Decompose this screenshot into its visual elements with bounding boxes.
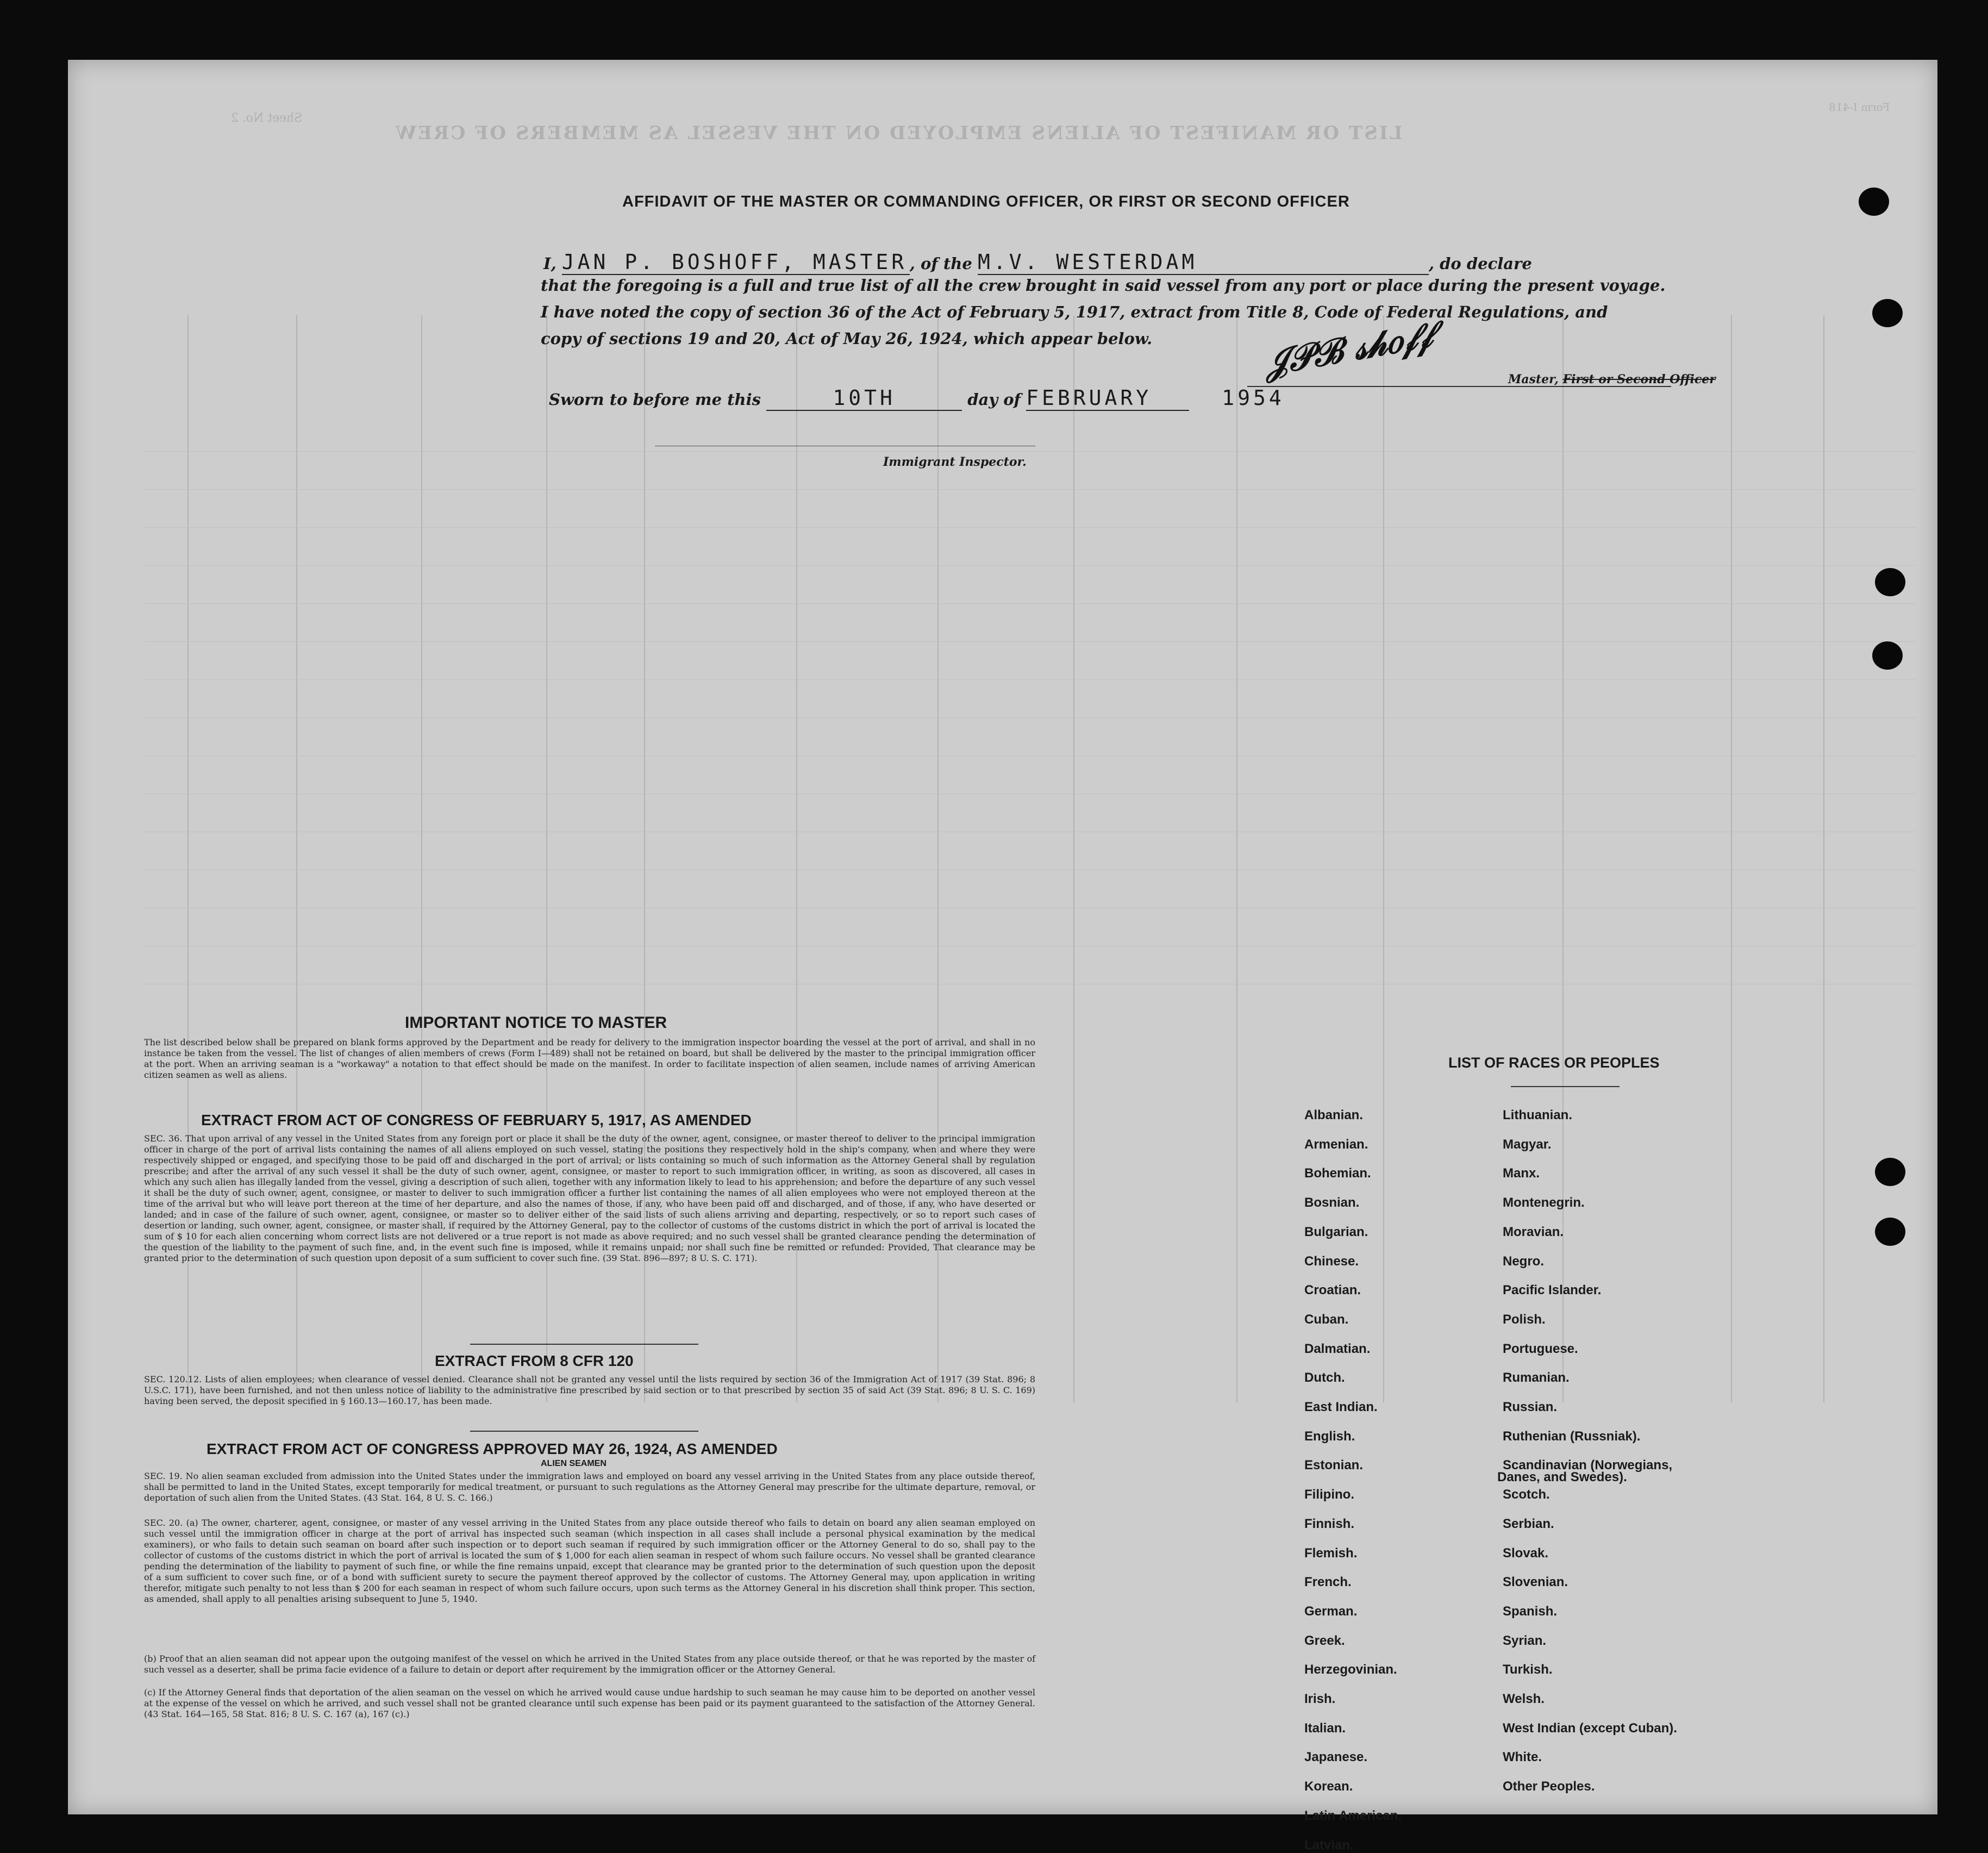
race-item: Bulgarian. xyxy=(1304,1225,1368,1239)
race-item: Dutch. xyxy=(1304,1370,1345,1385)
race-item: White. xyxy=(1503,1750,1542,1764)
race-item: Magyar. xyxy=(1503,1137,1552,1152)
punch-hole xyxy=(1875,1158,1905,1186)
race-item: Pacific Islander. xyxy=(1503,1283,1602,1297)
race-item: Portuguese. xyxy=(1503,1342,1578,1356)
race-item: Serbian. xyxy=(1503,1517,1554,1531)
race-item: Slovak. xyxy=(1503,1546,1549,1561)
race-item: Armenian. xyxy=(1304,1137,1368,1152)
affidavit-mid: , of the xyxy=(909,254,972,273)
race-item: Ruthenian (Russniak). xyxy=(1503,1429,1641,1444)
bleed-row-line xyxy=(144,489,1916,490)
extract1-heading: EXTRACT FROM ACT OF CONGRESS OF FEBRUARY 5, 1917, AS AMENDED xyxy=(201,1112,752,1128)
race-item: Irish. xyxy=(1304,1692,1336,1706)
extract3-heading: EXTRACT FROM ACT OF CONGRESS APPROVED MAY 26, 1924, AS AMENDED xyxy=(207,1440,778,1457)
race-item: French. xyxy=(1304,1575,1352,1589)
extract3-sec20a: SEC. 20. (a) The owner, charterer, agent, consignee, or master of any vessel arriving in the United States from any place outside thereof who fails to detain on board any alien seaman employed on such vessel until the immigration officer in charge at the port of arrival has inspected such seaman (which inspection in all cases shall include a personal physical examination by the medical examiners), or who fails to detain such seaman on board after such inspection or to deport such seaman if required by such immigration officer or the Attorney General to do so, shall pay to the collector of customs of the customs district in which the port of arrival is located the sum of $ 1,000 for each alien seaman in respect of whom such failure occurs. No vessel shall be granted clearance pending the determination of the liability to payment of such fine, or while the fine remains unpaid, except that clearance may be granted prior to the determination of such question upon the deposit of a sum sufficient to cover such fine, or of a bond with sufficient surety to secure the payment thereof approved by the collector of customs. The Attorney General may, upon application in writing therefor, mitigate such penalty to not less than $ 200 for each seaman in respect of whom such failure occurs, upon such terms as the Attorney General in his discretion shall think proper. This section, as amended, shall apply to all penalties arising subsequent to June 5, 1940. xyxy=(144,1518,1035,1604)
race-item: East Indian. xyxy=(1304,1400,1378,1414)
race-item: English. xyxy=(1304,1429,1355,1444)
signature-title-struck: First or Second Officer xyxy=(1562,372,1716,386)
punch-hole xyxy=(1872,299,1903,327)
bleed-grid-line xyxy=(1073,315,1074,1402)
race-item: Albanian. xyxy=(1304,1108,1364,1122)
race-item: Scotch. xyxy=(1503,1487,1550,1502)
race-item: Other Peoples. xyxy=(1503,1779,1595,1794)
punch-hole xyxy=(1859,188,1889,216)
extract3-sec19: SEC. 19. No alien seaman excluded from admission into the United States under the immigration laws and employed on board any vessel arriving in the United States from any place outside thereof, shall be permitted to land in the United States, except temporarily for medical treatment, or pursuant to such regulations as the Attorney General may prescribe for the ultimate departure, removal, or deportation of such alien from the United States. (43 Stat. 164, 8 U. S. C. 166.) xyxy=(144,1471,1035,1503)
race-item: Turkish. xyxy=(1503,1662,1553,1677)
vessel-name-field: M.V. WESTERDAM xyxy=(978,250,1429,275)
sworn-line xyxy=(549,386,1285,411)
extract3-sec20b: (b) Proof that an alien seaman did not appear upon the outgoing manifest of the vessel on which he arrived in the United States from any place outside thereof, or that he was reported by the master of such vessel as a deserter, shall be prima facie evidence of a failure to detain or deport after requirement by the immigration officer or the Attorney General. xyxy=(144,1654,1035,1675)
sworn-mid: day of xyxy=(967,390,1021,409)
bleed-grid-line xyxy=(1236,315,1237,1402)
sworn-prefix: Sworn to before me this xyxy=(549,390,761,409)
affidavit-suffix: , do declare xyxy=(1428,254,1532,273)
race-item: Bosnian. xyxy=(1304,1195,1360,1210)
race-item: Syrian. xyxy=(1503,1633,1547,1648)
punch-hole xyxy=(1872,641,1903,670)
extract3-subheading: ALIEN SEAMEN xyxy=(541,1459,607,1468)
bleed-through-sheet: Sheet No. 2 xyxy=(231,111,303,125)
punch-hole xyxy=(1875,1218,1905,1246)
affidavit-declaration-line xyxy=(543,250,1532,275)
race-item: Slovenian. xyxy=(1503,1575,1568,1589)
race-item: Manx. xyxy=(1503,1166,1540,1181)
signature-title xyxy=(1508,372,1716,386)
race-item: Italian. xyxy=(1304,1721,1346,1736)
affidavit-title: AFFIDAVIT OF THE MASTER OR COMMANDING OFFICER, OR FIRST OR SECOND OFFICER xyxy=(622,193,1350,210)
race-item: Chinese. xyxy=(1304,1254,1359,1269)
bleed-row-line xyxy=(144,527,1916,528)
race-item: West Indian (except Cuban). xyxy=(1503,1721,1677,1736)
race-item: Bohemian. xyxy=(1304,1166,1371,1181)
bleed-row-line xyxy=(144,641,1916,642)
races-title-underline xyxy=(1511,1086,1620,1087)
punch-hole xyxy=(1875,568,1905,596)
bleed-row-line xyxy=(144,679,1916,680)
race-item: Latvian. xyxy=(1304,1838,1354,1852)
extract2-body: SEC. 120.12. Lists of alien employees; when clearance of vessel denied. Clearance shall not be granted any vessel until the lists required by section 36 of the Immigration Act of 1917 (39 Stat. 896; 8 U.S.C. 171), have been furnished, and not then unless notice of liability to the administrative fine prescribed by said section or to that prescribed by section 35 of said Act (39 Stat. 896; 8 U. S. C. 169) having been served, the deposit specified in § 160.13—160.17, has been made. xyxy=(144,1374,1035,1406)
bleed-grid-line xyxy=(1731,315,1732,1402)
sworn-year-field: 1954 xyxy=(1222,386,1285,410)
race-item: Finnish. xyxy=(1304,1517,1354,1531)
race-item: Latin American. xyxy=(1304,1808,1402,1823)
bleed-row-line xyxy=(144,451,1916,452)
bleed-row-line xyxy=(144,603,1916,604)
race-item: Flemish. xyxy=(1304,1546,1358,1561)
race-item: Rumanian. xyxy=(1503,1370,1570,1385)
master-signature: 𝒥𝒫ℬ 𝓈𝒽𝑜𝒻𝒻 xyxy=(1261,314,1435,384)
master-name-field: JAN P. BOSHOFF, MASTER xyxy=(562,250,910,275)
inspector-label: Immigrant Inspector. xyxy=(883,455,1027,469)
affidavit-line-2: that the foregoing is a full and true list of all the crew brought in said vessel from any port or place during the present voyage. xyxy=(541,276,1666,295)
extract3-sec20c: (c) If the Attorney General finds that deportation of the alien seaman on the vessel on which he arrived would cause undue hardship to such seaman he may cause him to be deported on another vessel at the expense of the vessel on which he arrived, and such vessel shall not be granted clearance until such expense has been paid or its payment guaranteed to the satisfaction of the Attorney General. (43 Stat. 164—165, 58 Stat. 816; 8 U. S. C. 167 (a), 167 (c).) xyxy=(144,1687,1035,1719)
race-item: Herzegovinian. xyxy=(1304,1662,1397,1677)
race-item: Polish. xyxy=(1503,1312,1546,1327)
race-item: Welsh. xyxy=(1503,1692,1545,1706)
race-item: Scandinavian (Norwegians, xyxy=(1503,1458,1673,1473)
race-item: Spanish. xyxy=(1503,1604,1558,1619)
affidavit-prefix: I, xyxy=(543,254,557,273)
notice-body: The list described below shall be prepared on blank forms approved by the Department and be ready for delivery to the immigration inspector boarding the vessel at the port of arrival, and shall in no instance be taken from the vessel. The list of changes of alien members of crews (Form I—489) shall not be retained on board, but shall be delivered by the master to the principal immigration officer at the port. When an arriving seaman is a "workaway" a notation to that effect should be made on the manifest. In order to facilitate inspection of alien seamen, include names of arriving American citizen seamen as well as aliens. xyxy=(144,1037,1035,1080)
bleed-grid-line xyxy=(1383,315,1384,1402)
bleed-grid-line xyxy=(1823,315,1824,1402)
affidavit-line-3: I have noted the copy of section 36 of the Act of February 5, 1917, extract from Title 8, Code of Federal Regulations, and xyxy=(541,303,1608,321)
notice-heading: IMPORTANT NOTICE TO MASTER xyxy=(405,1014,667,1032)
race-item: Danes, and Swedes). xyxy=(1497,1470,1627,1484)
sworn-month-field: FEBRUARY xyxy=(1026,386,1189,411)
race-item: Filipino. xyxy=(1304,1487,1354,1502)
race-item: Croatian. xyxy=(1304,1283,1361,1297)
extract2-heading: EXTRACT FROM 8 CFR 120 xyxy=(435,1352,634,1369)
race-item: Negro. xyxy=(1503,1254,1545,1269)
race-item: Japanese. xyxy=(1304,1750,1368,1764)
document-page xyxy=(68,60,1937,1852)
race-item: Estonian. xyxy=(1304,1458,1364,1473)
sworn-day-field: 10TH xyxy=(766,386,962,411)
affidavit-line-4: copy of sections 19 and 20, Act of May 26, 1924, which appear below. xyxy=(541,329,1153,348)
bleed-through-form: Form I-418 xyxy=(1829,101,1890,114)
race-item: Russian. xyxy=(1503,1400,1558,1414)
signature-title-master: Master, xyxy=(1508,372,1559,386)
bleed-through-title: LIST OR MANIFEST OF ALIENS EMPLOYED ON THE VESSEL AS MEMBERS OF CREW xyxy=(394,122,1403,144)
race-item: Korean. xyxy=(1304,1779,1353,1794)
race-item: Montenegrin. xyxy=(1503,1195,1585,1210)
races-title: LIST OF RACES OR PEOPLES xyxy=(1448,1055,1660,1071)
bleed-row-line xyxy=(144,565,1916,566)
divider xyxy=(470,1431,698,1432)
race-item: Lithuanian. xyxy=(1503,1108,1572,1122)
race-item: Dalmatian. xyxy=(1304,1342,1371,1356)
extract1-body: SEC. 36. That upon arrival of any vessel in the United States from any foreign port or place it shall be the duty of the owner, agent, consignee, or master thereof to deliver to the principal immigration officer in charge of the port of arrival lists containing the names of all aliens employed on such vessel, stating the positions they respectively hold in the ship's company, when and where they were respectively shipped or engaged, and specifying those to be paid off and discharged in the port of arrival; or lists containing so much of such information as the Attorney General shall by regulation prescribe; and after the arrival of any such vessel it shall be the duty of such owner, agent, consignee, or master to report to such immigration officer, in writing, as soon as discovered, all cases in which any such alien has illegally landed from the vessel, giving a description of such alien, together with any information likely to lead to his apprehension; and before the departure of any such vessel it shall be the duty of such owner, agent, consignee, or master to deliver to such immigration officer a further list containing the names of all alien employees who were not employed thereon at the time of the arrival but who will leave port thereon at the time of her departure, and also the names of those, if any, who have been paid off and discharged, and of those, if any, who have deserted or landed; and in case of the failure of such owner, agent, consignee, or master so to deliver either of the said lists of such aliens arriving and departing, respectively, or so to report such cases of desertion or landing, such owner, agent, consignee, or master shall, if required by the Attorney General, pay to the collector of customs of the customs district in which the port of arrival is located the sum of $ 10 for each alien concerning whom correct lists are not delivered or a true report is not made as above required; and no such vessel shall be granted clearance pending the determination of the question of the liability to the payment of such fine, and, in the event such fine is imposed, while it remains unpaid; nor shall such fine be remitted or refunded: Provided, That clearance may be granted prior to the determination of such question upon deposit of a sum sufficient to cover such fine. (39 Stat. 896—897; 8 U. S. C. 171). xyxy=(144,1133,1035,1263)
divider xyxy=(470,1344,698,1345)
race-item: German. xyxy=(1304,1604,1358,1619)
race-item: Greek. xyxy=(1304,1633,1345,1648)
race-item: Moravian. xyxy=(1503,1225,1564,1239)
race-item: Cuban. xyxy=(1304,1312,1349,1327)
